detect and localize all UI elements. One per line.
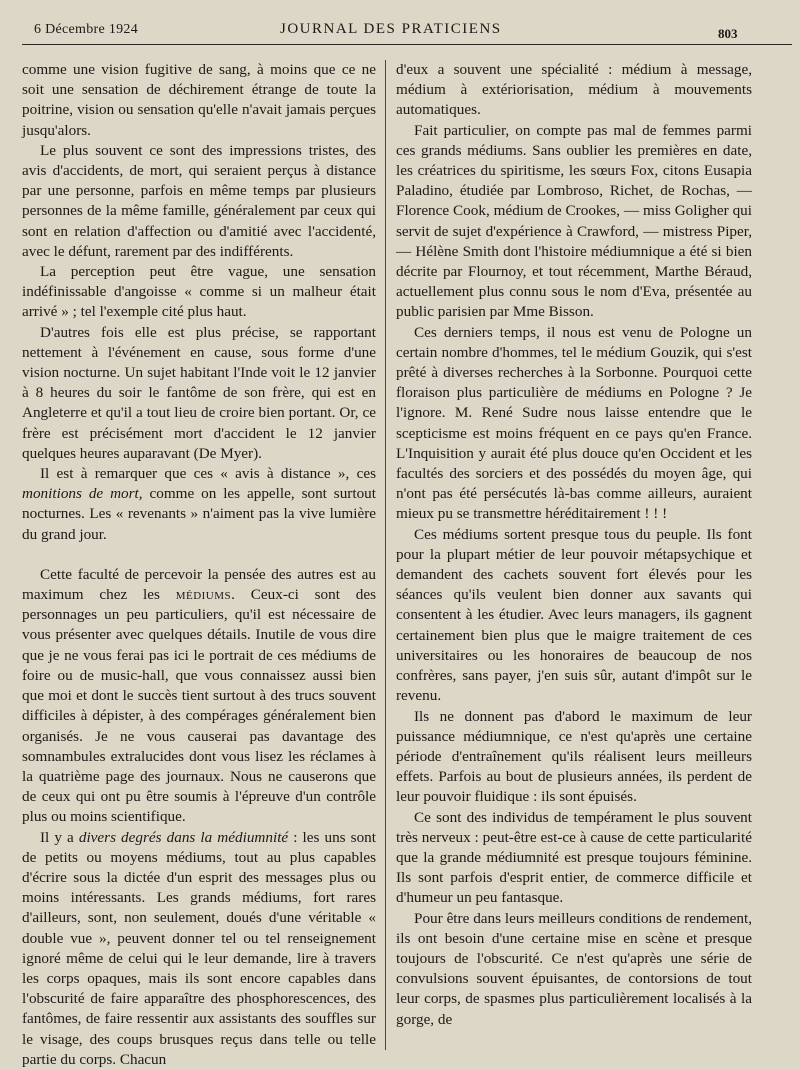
paragraph: d'eux a souvent une spécialité : médium à message, médium à extériorisation, médium à mouvements automatiques.: [396, 61, 752, 119]
italic-phrase: divers degrés dans la médiumnité: [78, 828, 289, 846]
paragraph: Il y a divers degrés dans la médiumnité : les uns sont de petits ou moyens médiums, tout au plus capables d'écrire sous la dictée d'un esprit des messages plus ou moins intéressants. Les grands médiums, fort rares d'ailleurs, sont, non seulement, doués d'une véritable « double vue », peuvent donner tel ou tel renseignement ignoré même de celui qui le leur demande, lire à travers les corps opaques, mais ils sont encore capables dans l'obscurité de faire apparaître des phosphorescences, des fantômes, de faire ressentir aux assistants des souffles sur le visage, des coups brusques reçus dans telle ou telle partie du corps. Chacun: [22, 828, 376, 1068]
paragraph: Cette faculté de percevoir la pensée des autres est au maximum chez les médiums. Ceux-ci sont des personnages un peu particuliers, qu'il est nécessaire de vous présenter avec quelques détails. Inutile de vous dire que je ne vous ferai pas ici le portrait de ces médiums de foire ou de music-hall, que vous connaissez aussi bien que moi et dont le succès tient surtout à des trucs souvent difficiles à dépister, à des compérages généralement bien organisés. Je ne vous causerai pas davantage des somnambules extralucides dont vous lisez les réclames à la quatrième page des journaux. Nous ne causerons que de ceux qui ont pu être soumis à l'épreuve d'un contrôle plus ou moins scientifique.: [22, 565, 377, 826]
paragraph: Fait particulier, on compte pas mal de femmes parmi ces grands médiums. Sans oublier les premières en date, les créatrices du spiritisme, les sœurs Fox, citons Eusapia Paladino, étudiée par Lombroso, Richet, de Rochas, — Florence Cook, médium de Crookes, — miss Goligher qui servit de sujet d'expérience à Crawford, — mistress Piper, — Hélène Smith dont l'histoire médiumnique a été si bien décrite par Flournoy, et tout récemment, Marthe Béraud, actuellement plus connu sous le nom d'Eva, présentée au public parisien par Mme Bisson.: [396, 121, 752, 321]
paragraph: Pour être dans leurs meilleurs conditions de rendement, ils ont besoin d'une certaine mise en scène et presque toujours de l'obscurité. Ce n'est qu'après une série de convulsions souvent épuisantes, de contorsions de tout leur corps, de spasmes plus particulièrement localisés à la gorge, de: [396, 909, 752, 1028]
right-column: [396, 60, 752, 1030]
page-header: [0, 18, 800, 42]
small-caps-term: médiums: [175, 586, 232, 604]
header-journal-title: JOURNAL DES PRATICIENS: [280, 21, 502, 37]
column-divider: [385, 60, 386, 1050]
paragraph: Ils ne donnent pas d'abord le maximum de leur puissance médiumnique, ce n'est qu'après une certaine période d'entraînement qu'ils réalisent leurs meilleurs effets. Parfois au bout de plusieurs années, ils perdent de leur pouvoir fluidique : ils sont épuisés.: [396, 707, 752, 806]
paragraph: Ce sont des individus de tempérament le plus souvent très nerveux : peut-être est-ce à cause de cette particularité que la grande médiumnité est presque toujours féminine. Ils sont parfois d'esprit entier, de commerce difficile et d'humeur un peu fantasque.: [396, 808, 752, 907]
paragraph: Ces médiums sortent presque tous du peuple. Ils font pour la plupart métier de leur pouvoir métapsychique et demandent des cachets souvent fort élevés pour les séances qu'ils veulent bien donner aux savants qui consentent à les étudier. Avec leurs managers, ils gagnent certainement bien plus que le maigre traitement de ces universitaires ou les honoraires de beaucoup de nos confrères, sans payer, j'en suis sûr, autant d'impôt sur le revenu.: [396, 525, 752, 705]
paragraph: La perception peut être vague, une sensation indéfinissable d'angoisse « comme si un malheur était arrivé » ; tel l'exemple cité plus haut.: [22, 263, 376, 321]
left-column: [22, 60, 376, 1070]
header-rule: [22, 44, 792, 45]
paragraph: Le plus souvent ce sont des impressions tristes, des avis d'accidents, de mort, qui seraient perçus à distance par une personne, parfois en même temps par plusieurs personnes de la même famille, généralement par ceux qui sont en relation d'affection ou d'amitié avec l'accidenté, avec le défunt, rarement par des indifférents.: [22, 141, 376, 260]
paragraph: Ces derniers temps, il nous est venu de Pologne un certain nombre d'hommes, tel le médium Gouzik, qui s'est prêté à diverses recherches à la Sorbonne. Pourquoi cette floraison plus particulière de médiums en Pologne ? Je l'ignore. M. René Sudre nous laisse entendre que le scepticisme est moins fréquent en ce pays qu'en France. L'Inquisition y aurait été plus douce qu'en Occident et les facultés des sorciers et des possédés du moyen âge, qui n'ont pas été persécutés là-bas comme ailleurs, auraient mieux pu se transmettre héréditairement ! ! !: [396, 323, 752, 523]
paragraph: Il est à remarquer que ces « avis à distance », ces monitions de mort, comme on les appelle, sont surtout nocturnes. Les « revenants » n'aiment pas la vive lumière du grand jour.: [22, 465, 376, 543]
header-date: 6 Décembre 1924: [34, 22, 139, 37]
paragraph: D'autres fois elle est plus précise, se rapportant nettement à l'événement en cause, sous forme d'une vision nocturne. Un sujet habitant l'Inde voit le 12 janvier à 8 heures du soir le fantôme de son frère, qui est en Angleterre et qu'il a tout lieu de croire bien portant. Or, ce frère est précisément mort d'accident le 12 janvier quelques heures auparavant (De Myer).: [22, 323, 376, 462]
italic-phrase: monitions de mort: [22, 485, 139, 503]
paragraph: comme une vision fugitive de sang, à moins que ce ne soit une sensation de déchirement étrange de toute la poitrine, vision ou sensation qu'elle n'avait jamais perçues jusqu'alors.: [22, 61, 376, 139]
header-page-number: 803: [718, 26, 738, 41]
